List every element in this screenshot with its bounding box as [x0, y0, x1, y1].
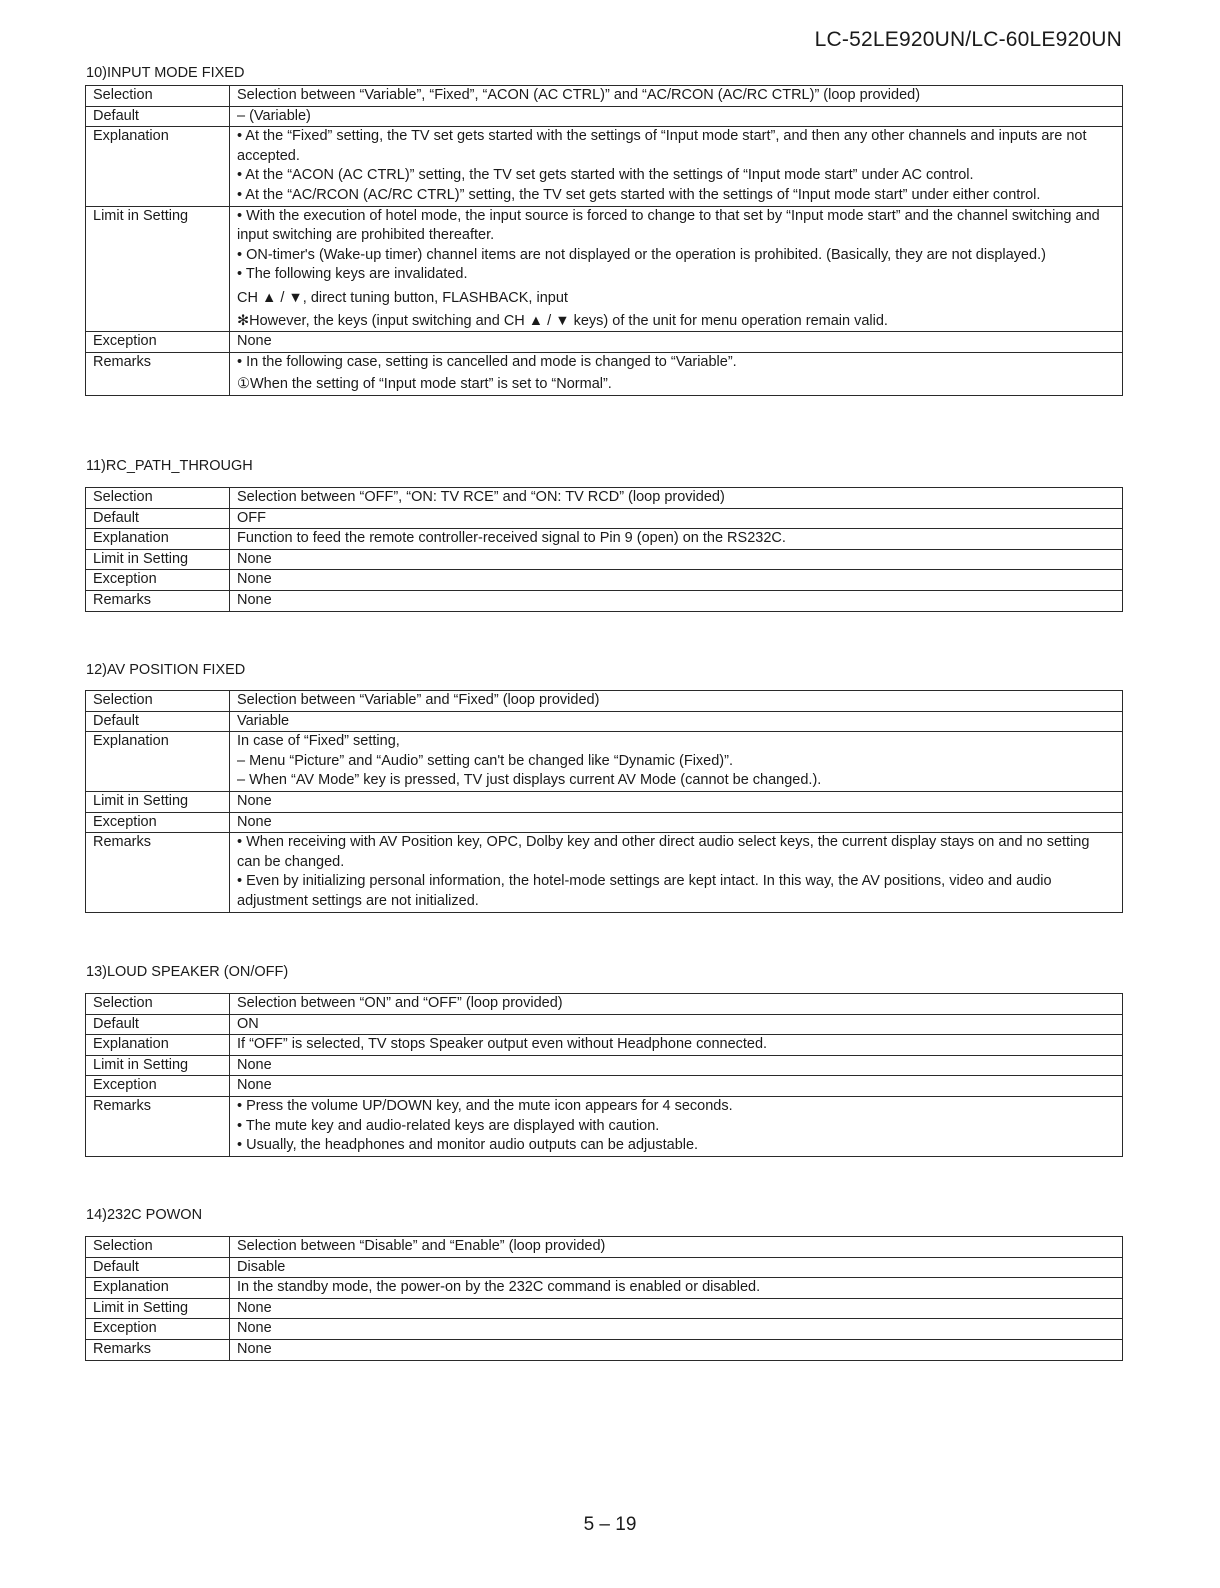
spec-table: [85, 690, 1123, 913]
table-row: [86, 529, 1123, 550]
row-label: Selection: [86, 1237, 230, 1258]
row-label: Selection: [86, 488, 230, 509]
row-value: [230, 549, 1123, 570]
value-line: If “OFF” is selected, TV stops Speaker output even without Headphone connected.: [237, 1036, 768, 1053]
value-line: Selection between “Variable” and “Fixed” (loop provided): [237, 692, 600, 708]
row-value: [230, 1014, 1123, 1035]
row-value: [230, 508, 1123, 529]
row-label: Default: [86, 1014, 230, 1035]
row-value: [230, 691, 1123, 712]
row-value: [230, 206, 1123, 332]
row-label: Limit in Setting: [86, 1298, 230, 1319]
section-rc-path-through: [85, 456, 1123, 612]
table-row: [86, 590, 1123, 611]
value-line: None: [237, 591, 272, 608]
value-line: Selection between “Disable” and “Enable” (loop provided): [237, 1238, 606, 1254]
row-label: Explanation: [86, 1278, 230, 1299]
row-label: Limit in Setting: [86, 549, 230, 570]
value-line: – Menu “Picture” and “Audio” setting can't be changed like “Dynamic (Fixed)”.: [237, 752, 733, 769]
row-value: [230, 332, 1123, 353]
table-row: [86, 352, 1123, 395]
value-line: None: [237, 813, 272, 830]
value-line: – (Variable): [237, 107, 311, 124]
table-row: [86, 570, 1123, 591]
row-value: [230, 1035, 1123, 1056]
row-value: [230, 1096, 1123, 1156]
row-label: Limit in Setting: [86, 791, 230, 812]
row-value: [230, 570, 1123, 591]
row-value: [230, 711, 1123, 732]
value-line: • In the following case, setting is cancelled and mode is changed to “Variable”.: [237, 353, 737, 370]
row-value: [230, 488, 1123, 509]
table-row: [86, 332, 1123, 353]
value-line: – When “AV Mode” key is pressed, TV just displays current AV Mode (cannot be changed.).: [237, 772, 822, 789]
section-232c-powon: [85, 1205, 1123, 1361]
table-row: [86, 1076, 1123, 1097]
table-row: [86, 1055, 1123, 1076]
table-row: [86, 1319, 1123, 1340]
table-row: [86, 1339, 1123, 1360]
table-row: [86, 1014, 1123, 1035]
spec-table: [85, 85, 1123, 396]
value-line: Function to feed the remote controller-received signal to Pin 9 (open) on the RS232C.: [237, 530, 786, 547]
value-line: Selection between “OFF”, “ON: TV RCE” and “ON: TV RCD” (loop provided): [237, 489, 725, 505]
row-value: [230, 812, 1123, 833]
value-line: • Even by initializing personal information, the hotel-mode settings are kept intact. In this way, the AV positions, video and audio adjustment settings are not initialized.: [237, 873, 1052, 909]
row-value: [230, 529, 1123, 550]
value-line: • The mute key and audio-related keys are displayed with caution.: [237, 1117, 660, 1134]
table-row: [86, 549, 1123, 570]
value-line: None: [237, 792, 272, 809]
section-loud-speaker: [85, 962, 1123, 1157]
value-line: In the standby mode, the power-on by the 232C command is enabled or disabled.: [237, 1279, 761, 1296]
section-title: 14)232C POWON: [86, 1207, 203, 1223]
table-row: [86, 1237, 1123, 1258]
table-row: [86, 106, 1123, 127]
row-label: Explanation: [86, 1035, 230, 1056]
row-label: Remarks: [86, 590, 230, 611]
value-line: None: [237, 333, 272, 350]
table-row: [86, 488, 1123, 509]
row-value: [230, 1278, 1123, 1299]
row-label: Remarks: [86, 1339, 230, 1360]
row-label: Default: [86, 711, 230, 732]
row-value: [230, 86, 1123, 107]
table-row: [86, 86, 1123, 107]
row-value: [230, 1237, 1123, 1258]
row-value: [230, 994, 1123, 1015]
table-row: [86, 206, 1123, 332]
value-line: OFF: [237, 509, 266, 526]
value-line: • The following keys are invalidated.: [237, 266, 468, 283]
row-value: [230, 1257, 1123, 1278]
row-label: Exception: [86, 1319, 230, 1340]
row-label: Explanation: [86, 127, 230, 206]
row-value: [230, 1076, 1123, 1097]
table-row: [86, 1257, 1123, 1278]
value-line: None: [237, 1077, 272, 1094]
value-line: None: [237, 1320, 272, 1337]
row-value: [230, 1319, 1123, 1340]
section-title: 12)AV POSITION FIXED: [86, 662, 246, 678]
row-value: [230, 106, 1123, 127]
table-row: [86, 1035, 1123, 1056]
section-av-position-fixed: [85, 660, 1123, 913]
table-row: [86, 812, 1123, 833]
section-input-mode-fixed: [85, 63, 1123, 396]
row-label: Selection: [86, 691, 230, 712]
row-value: [230, 833, 1123, 912]
value-line: • Press the volume UP/DOWN key, and the mute icon appears for 4 seconds.: [237, 1097, 733, 1114]
row-label: Default: [86, 106, 230, 127]
row-value: [230, 590, 1123, 611]
row-label: Explanation: [86, 529, 230, 550]
value-line: • Usually, the headphones and monitor audio outputs can be adjustable.: [237, 1137, 699, 1154]
table-row: [86, 127, 1123, 206]
row-label: Default: [86, 1257, 230, 1278]
row-value: [230, 1298, 1123, 1319]
table-row: [86, 711, 1123, 732]
row-value: [230, 127, 1123, 206]
value-line: Disable: [237, 1258, 286, 1275]
document-model-header: LC-52LE920UN/LC-60LE920UN: [814, 28, 1122, 51]
table-row: [86, 732, 1123, 792]
value-line: CH ▲ / ▼, direct tuning button, FLASHBACK, input: [237, 289, 568, 306]
section-title: 10)INPUT MODE FIXED: [86, 65, 245, 81]
row-value: [230, 1339, 1123, 1360]
spec-table: [85, 1236, 1123, 1361]
row-label: Default: [86, 508, 230, 529]
spec-table: [85, 993, 1123, 1157]
section-title: 13)LOUD SPEAKER (ON/OFF): [86, 964, 289, 980]
value-line: None: [237, 1299, 272, 1316]
row-label: Exception: [86, 1076, 230, 1097]
value-line: • At the “ACON (AC CTRL)” setting, the TV set gets started with the settings of “Input mode start” under AC control.: [237, 167, 974, 184]
row-label: Selection: [86, 994, 230, 1015]
value-line: None: [237, 1056, 272, 1073]
row-label: Limit in Setting: [86, 1055, 230, 1076]
row-label: Selection: [86, 86, 230, 107]
row-label: Remarks: [86, 1096, 230, 1156]
row-label: Exception: [86, 812, 230, 833]
row-value: [230, 1055, 1123, 1076]
table-row: [86, 1278, 1123, 1299]
table-row: [86, 994, 1123, 1015]
table-row: [86, 791, 1123, 812]
table-row: [86, 1298, 1123, 1319]
table-row: [86, 691, 1123, 712]
value-line: Variable: [237, 712, 290, 729]
row-label: Remarks: [86, 352, 230, 395]
value-line: • When receiving with AV Position key, OPC, Dolby key and other direct audio select keys, the current display stays on and no setting can be changed.: [237, 834, 1090, 870]
row-value: [230, 732, 1123, 792]
value-line: Selection between “ON” and “OFF” (loop provided): [237, 995, 563, 1011]
value-line: • At the “Fixed” setting, the TV set gets started with the settings of “Input mode start”, and then any other channels and inputs are not accepted.: [237, 128, 1087, 164]
row-label: Exception: [86, 332, 230, 353]
spec-table: [85, 487, 1123, 612]
value-line: None: [237, 571, 272, 588]
value-line: ①When the setting of “Input mode start” is set to “Normal”.: [237, 376, 612, 393]
row-label: Explanation: [86, 732, 230, 792]
value-line: None: [237, 550, 272, 567]
table-row: [86, 833, 1123, 912]
value-line: ON: [237, 1015, 259, 1032]
table-row: [86, 508, 1123, 529]
value-line: Selection between “Variable”, “Fixed”, “ACON (AC CTRL)” and “AC/RCON (AC/RC CTRL)” (loop provided): [237, 87, 921, 103]
value-line: • At the “AC/RCON (AC/RC CTRL)” setting, the TV set gets started with the settings of “Input mode start” under either control.: [237, 186, 1041, 203]
page-number: 5 – 19: [583, 1514, 637, 1535]
table-row: [86, 1096, 1123, 1156]
row-value: [230, 791, 1123, 812]
value-line: • With the execution of hotel mode, the input source is forced to change to that set by “Input mode start” and the channel switching and input switching are prohibited thereafter.: [237, 207, 1100, 244]
value-line: ✻However, the keys (input switching and CH ▲ / ▼ keys) of the unit for menu operation remain valid.: [237, 312, 888, 329]
value-line: In case of “Fixed” setting,: [237, 733, 400, 750]
row-label: Exception: [86, 570, 230, 591]
section-title: 11)RC_PATH_THROUGH: [86, 458, 253, 474]
value-line: • ON-timer's (Wake-up timer) channel items are not displayed or the operation is prohibited. (Basically, they are not displayed.): [237, 246, 1046, 263]
value-line: None: [237, 1340, 272, 1357]
row-label: Remarks: [86, 833, 230, 912]
row-value: [230, 352, 1123, 395]
row-label: Limit in Setting: [86, 206, 230, 332]
